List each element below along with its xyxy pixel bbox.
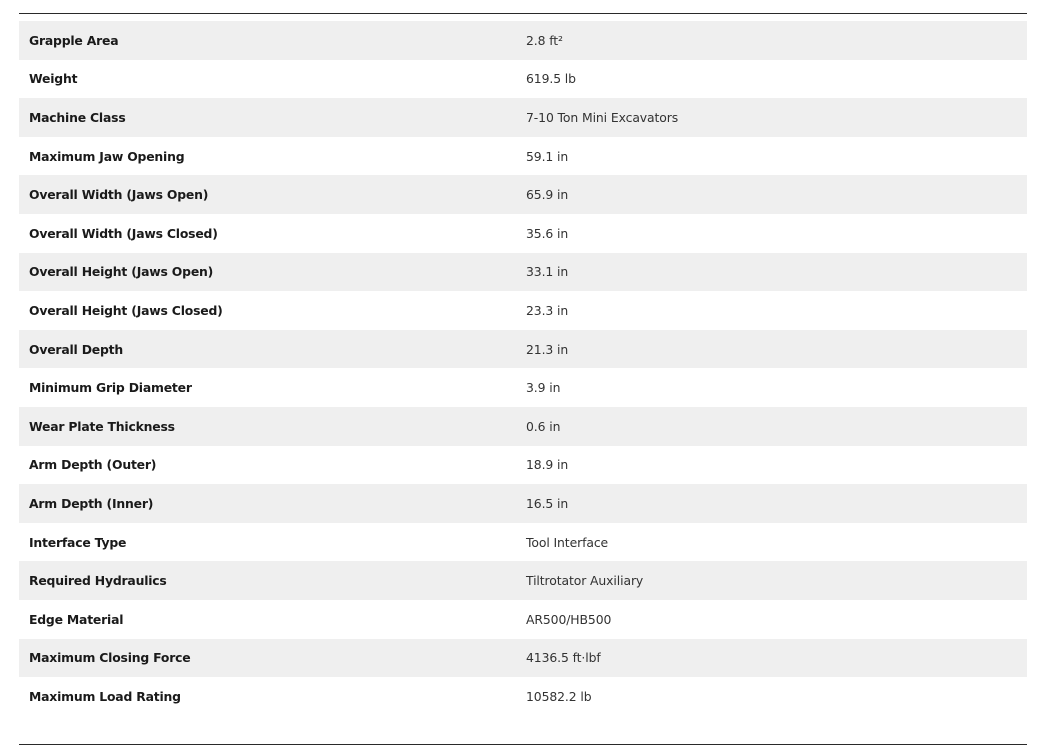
- spec-row-arm-depth-outer: [19, 446, 1027, 485]
- specifications-table: [19, 21, 1027, 716]
- spec-row-maximum-closing-force: [19, 639, 1027, 678]
- spec-label: Overall Depth: [29, 341, 123, 357]
- spec-row-overall-width-closed: [19, 214, 1027, 253]
- spec-row-required-hydraulics: [19, 561, 1027, 600]
- spec-row-arm-depth-inner: [19, 484, 1027, 523]
- spec-label: Edge Material: [29, 611, 124, 627]
- spec-value: 7-10 Ton Mini Excavators: [526, 109, 679, 125]
- spec-row-minimum-grip-diameter: [19, 368, 1027, 407]
- spec-value: Tool Interface: [526, 534, 609, 550]
- spec-label: Maximum Jaw Opening: [29, 148, 185, 164]
- spec-value: 18.9 in: [526, 457, 569, 473]
- spec-value: 65.9 in: [526, 187, 569, 203]
- spec-label: Interface Type: [29, 534, 127, 550]
- spec-label: Wear Plate Thickness: [29, 418, 175, 434]
- spec-value: 0.6 in: [526, 418, 561, 434]
- spec-row-overall-width-open: [19, 175, 1027, 214]
- spec-row-machine-class: [19, 98, 1027, 137]
- bottom-divider: [19, 744, 1027, 745]
- spec-row-weight: [19, 60, 1027, 99]
- spec-value: AR500/HB500: [526, 611, 612, 627]
- spec-label: Weight: [29, 71, 78, 87]
- spec-value: 2.8 ft²: [526, 32, 563, 48]
- spec-row-grapple-area: [19, 21, 1027, 60]
- spec-label: Overall Width (Jaws Open): [29, 187, 209, 203]
- spec-label: Overall Height (Jaws Closed): [29, 302, 223, 318]
- spec-row-overall-height-open: [19, 253, 1027, 292]
- spec-value: Tiltrotator Auxiliary: [526, 573, 644, 589]
- spec-value: 10582.2 lb: [526, 688, 592, 704]
- spec-value: 23.3 in: [526, 302, 569, 318]
- spec-label: Machine Class: [29, 109, 126, 125]
- spec-label: Arm Depth (Inner): [29, 495, 154, 511]
- spec-row-overall-height-closed: [19, 291, 1027, 330]
- spec-label: Grapple Area: [29, 32, 119, 48]
- spec-value: 3.9 in: [526, 380, 561, 396]
- spec-value: 59.1 in: [526, 148, 569, 164]
- spec-value: 21.3 in: [526, 341, 569, 357]
- spec-row-wear-plate-thickness: [19, 407, 1027, 446]
- spec-value: 16.5 in: [526, 495, 569, 511]
- spec-row-edge-material: [19, 600, 1027, 639]
- spec-row-interface-type: [19, 523, 1027, 562]
- spec-row-overall-depth: [19, 330, 1027, 369]
- spec-row-maximum-jaw-opening: [19, 137, 1027, 176]
- top-divider: [19, 13, 1027, 14]
- spec-row-maximum-load-rating: [19, 677, 1027, 716]
- spec-label: Maximum Load Rating: [29, 688, 181, 704]
- spec-label: Overall Height (Jaws Open): [29, 264, 214, 280]
- spec-label: Arm Depth (Outer): [29, 457, 157, 473]
- spec-value: 35.6 in: [526, 225, 569, 241]
- spec-label: Overall Width (Jaws Closed): [29, 225, 218, 241]
- spec-label: Required Hydraulics: [29, 573, 167, 589]
- spec-label: Minimum Grip Diameter: [29, 380, 192, 396]
- spec-label: Maximum Closing Force: [29, 650, 191, 666]
- spec-value: 33.1 in: [526, 264, 569, 280]
- spec-value: 619.5 lb: [526, 71, 576, 87]
- spec-value: 4136.5 ft·lbf: [526, 650, 601, 666]
